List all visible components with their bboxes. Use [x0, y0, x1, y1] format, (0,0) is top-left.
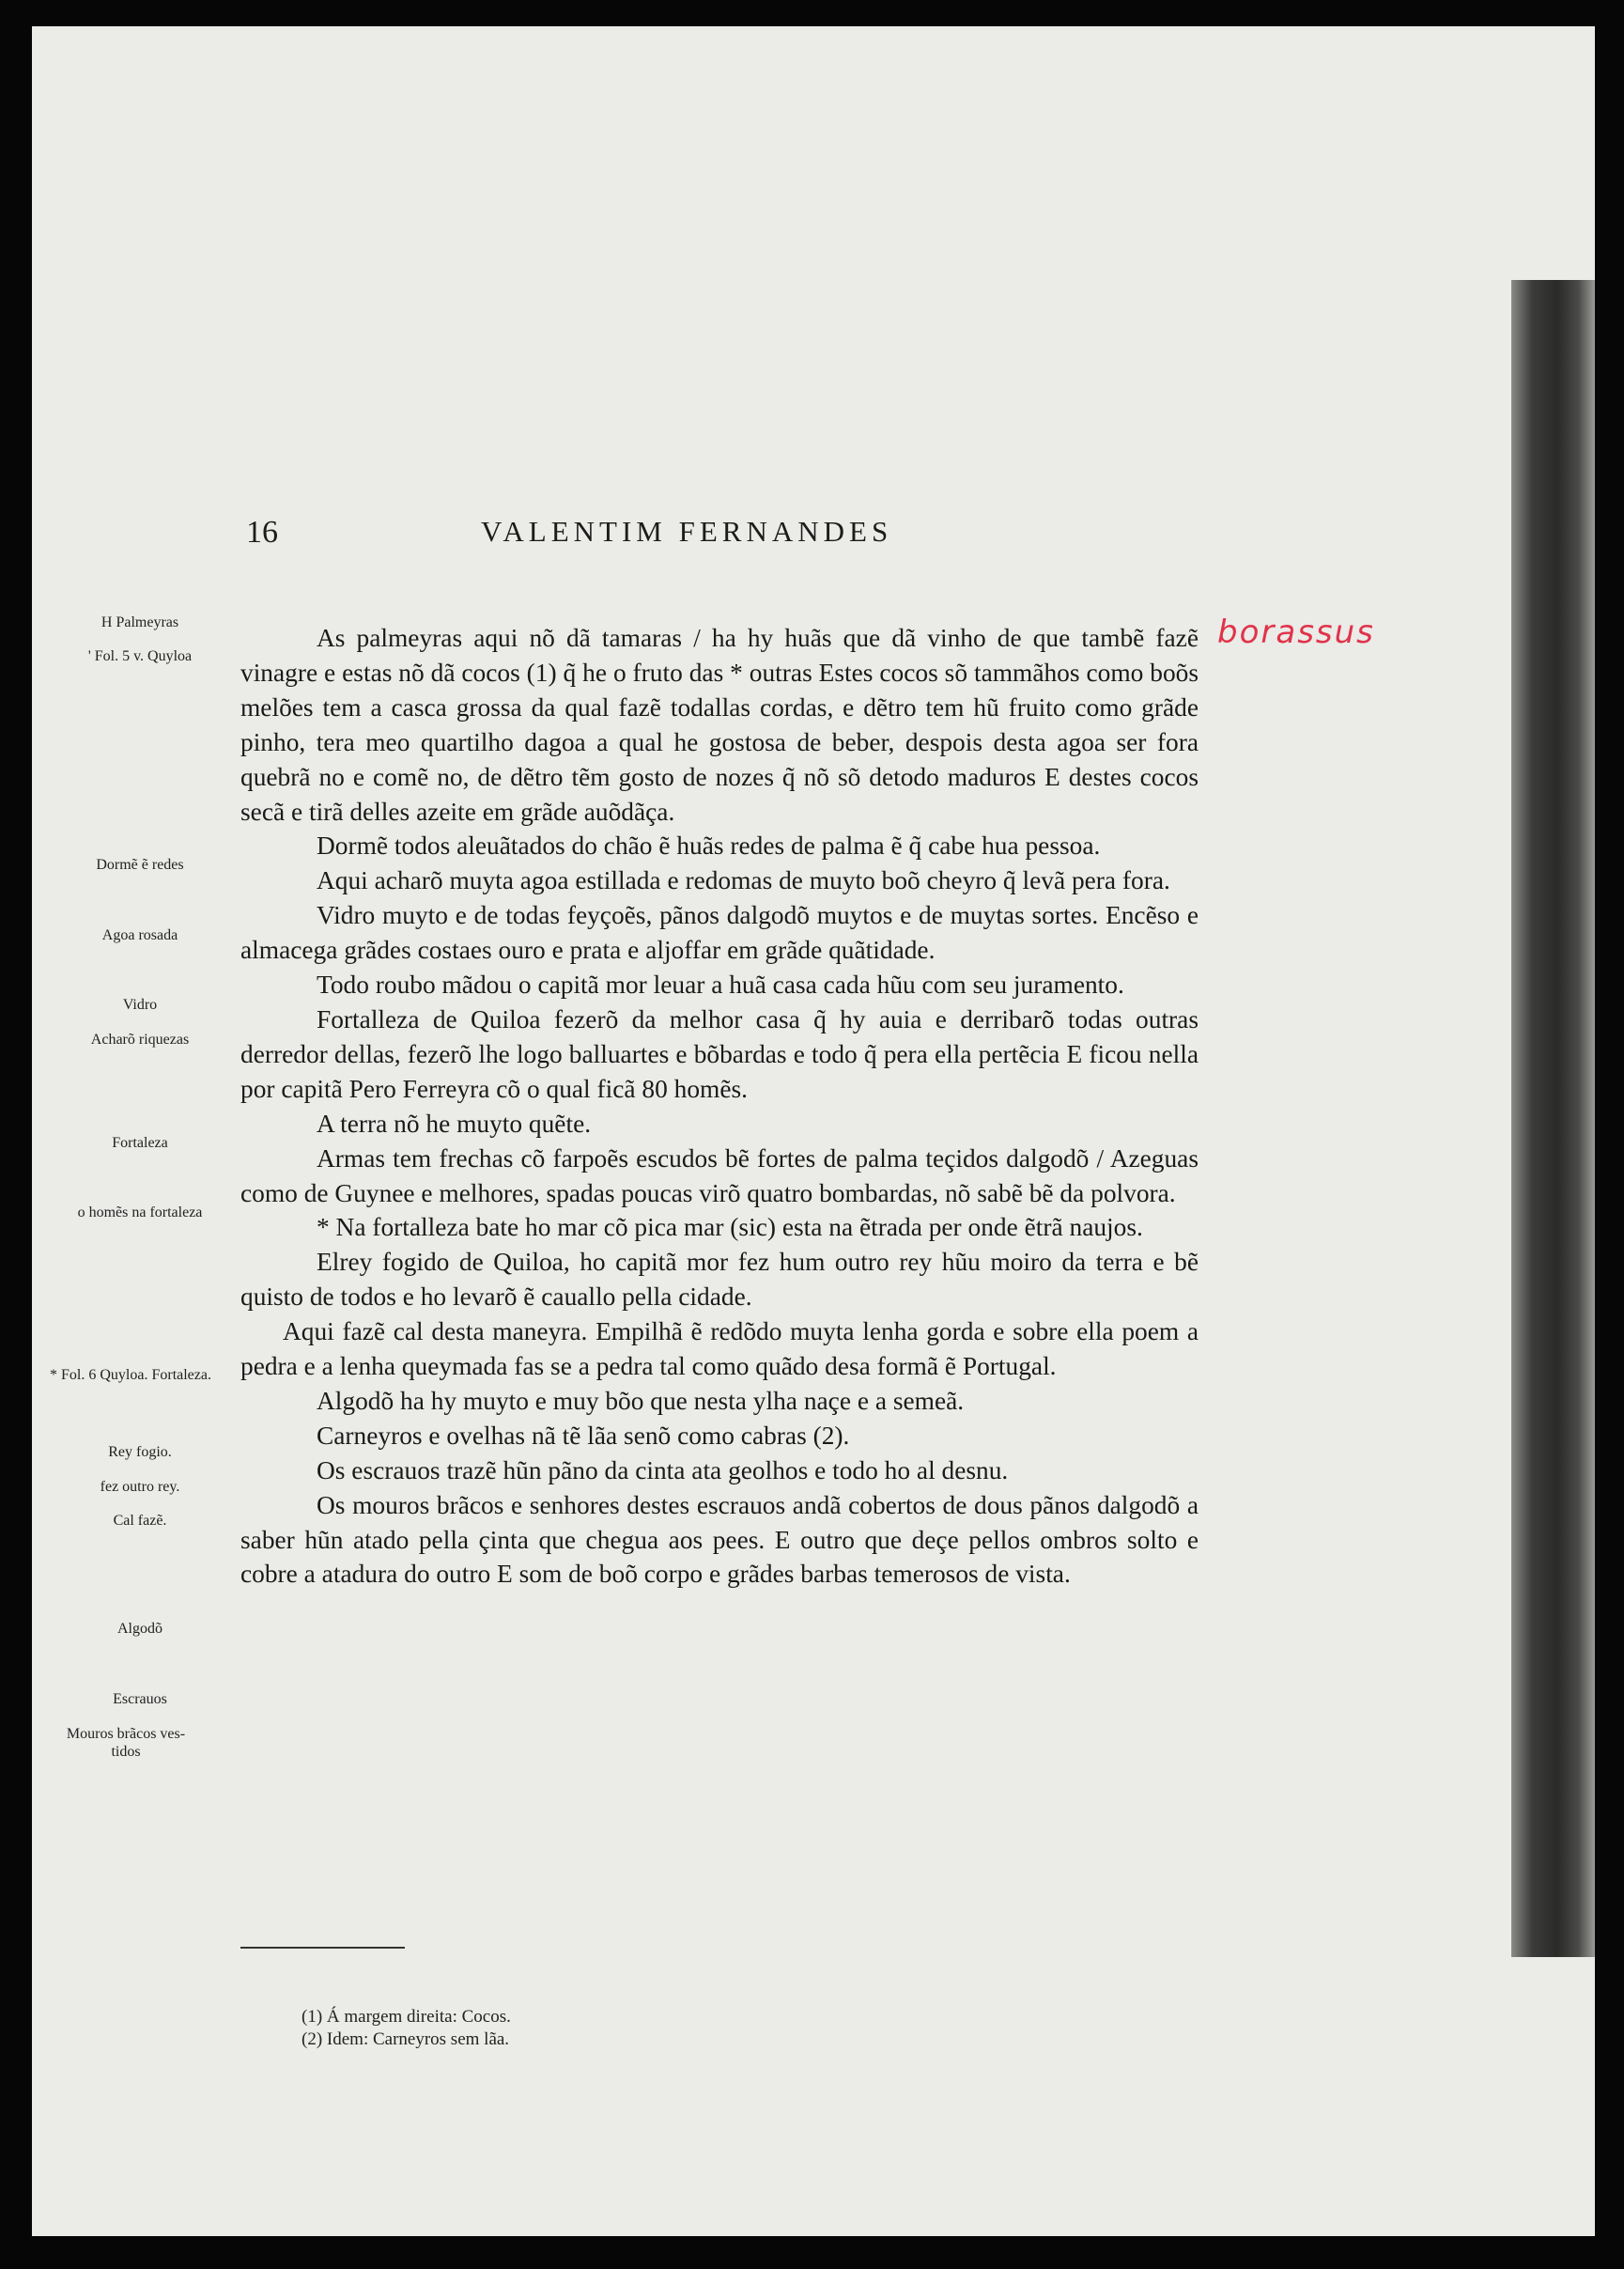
margin-note: Acharõ riquezas — [90, 1032, 190, 1048]
paragraph: Todo roubo mãdou o capitã mor leuar a huã casa cada hũu com seu juramento. — [317, 971, 1124, 1000]
margin-note: H Palmeyras — [101, 614, 179, 630]
paragraph: Aqui acharõ muyta agoa estillada e redomas de muyto boõ cheyro q̃ levã pera fora. — [317, 866, 1170, 895]
margin-note: Mouros brãcos ves- tidos — [66, 1726, 186, 1760]
paragraph: * Na fortalleza bate ho mar cõ pica mar (sic) esta na ẽtrada per onde ẽtrã naujos. — [317, 1213, 1143, 1242]
body-text — [240, 621, 1199, 1592]
margin-note: o homẽs na fortaleza — [77, 1204, 203, 1220]
paragraph: Os mouros brãcos e senhores destes escrauos andã cobertos de dous pãnos dalgodõ a saber hũn atado pella çinta que chegua aos pees. E outro que deçe pellos ombros solto e cobre a atadura do outro E som de boõ corpo e grãdes barbas temerosos de vista. — [240, 1490, 1199, 1589]
footnote: (1) Á margem direita: Cocos. — [302, 2007, 511, 2027]
book-spine-shadow — [1511, 280, 1595, 1957]
paragraph: Elrey fogido de Quiloa, ho capitã mor fez hum outro rey hũu moiro da terra e bẽ quisto de todos e ho levarõ ẽ cauallo pella cidade. — [240, 1248, 1199, 1312]
margin-note: Rey fogio. — [108, 1444, 172, 1460]
margin-note: Agoa rosada — [101, 927, 178, 943]
page-number: 16 — [246, 515, 278, 550]
margin-note: Algodõ — [117, 1621, 162, 1637]
paragraph: A terra nõ he muyto quẽte. — [317, 1109, 592, 1138]
paragraph: Carneyros e ovelhas nã tẽ lãa senõ como cabras (2). — [317, 1421, 850, 1450]
margin-note: Dormẽ ẽ redes — [96, 857, 184, 873]
margin-note: Fortaleza — [112, 1135, 168, 1151]
running-head — [246, 515, 960, 571]
paragraph: Aqui fazẽ cal desta maneyra. Empilhã ẽ redõdo muyta lenha gorda e sobre ella poem a pedra e a lenha queymada fas se a pedra tal como quãdo desa formã ẽ Portugal. — [240, 1317, 1199, 1381]
page-sheet — [32, 26, 1595, 2236]
margin-note: * Fol. 6 Quyloa. Fortaleza. — [50, 1367, 211, 1383]
margin-note: Cal fazẽ. — [113, 1513, 167, 1529]
paragraph: Vidro muyto e de todas feyçoẽs, pãnos dalgodõ muytos e de muytas sortes. Encẽso e almacega grãdes costaes ouro e prata e aljoffar em grãde quãtidade. — [240, 901, 1199, 965]
paragraph: Dormẽ todos aleuãtados do chão ẽ huãs redes de palma ẽ q̃ cabe hua pessoa. — [317, 831, 1101, 861]
footnote-rule — [240, 1947, 405, 1949]
paragraph: Os escrauos trazẽ hũn pãno da cinta ata geolhos e todo ho al desnu. — [317, 1455, 1009, 1484]
paragraph: Armas tem frechas cõ farpoẽs escudos bẽ fortes de palma teçidos dalgodõ / Azeguas como de Guynee e melhores, spadas poucas virõ quatro bombardas, nõ sabẽ bẽ da polvora. — [240, 1143, 1199, 1207]
paragraph: Algodõ ha hy muyto e muy bõo que nesta ylha naçe e a semeã. — [317, 1386, 965, 1415]
margin-note: ' Fol. 5 v. Quyloa — [87, 648, 193, 664]
running-title: VALENTIM FERNANDES — [481, 515, 893, 548]
footnote: (2) Idem: Carneyros sem lãa. — [302, 2029, 510, 2049]
margin-note: fez outro rey. — [100, 1479, 180, 1495]
paragraph: As palmeyras aqui nõ dã tamaras / ha hy huãs que dã vinho de que tambẽ fazẽ vinagre e estas nõ dã cocos (1) q̃ he o fruto das * outras Estes cocos sõ tammãhos como boõs melões tem a casca grossa da qual fazẽ todallas cordas, e dẽtro tem hũ fruito como grãde pinho, tera meo quartilho dagoa a qual he gostosa de beber, despois desta agoa ser fora quebrã no e comẽ no, de dẽtro tẽm gosto de nozes q̃ nõ sõ detodo maduros E destes cocos secã e tirã delles azeite em grãde auõdãça. — [240, 624, 1199, 826]
paragraph: Fortalleza de Quiloa fezerõ da melhor casa q̃ hy auia e derribarõ todas outras derredor dellas, fezerõ lhe logo balluartes e bõbardas e todo q̃ pera ella pertẽcia E ficou nella por capitã Pero Ferreyra cõ o qual ficã 80 homẽs. — [240, 1004, 1199, 1103]
footnotes — [302, 2006, 511, 2051]
margin-note: Escrauos — [113, 1691, 167, 1707]
handwritten-annotation: borassus — [1217, 614, 1375, 651]
margin-note: Vidro — [122, 997, 158, 1013]
